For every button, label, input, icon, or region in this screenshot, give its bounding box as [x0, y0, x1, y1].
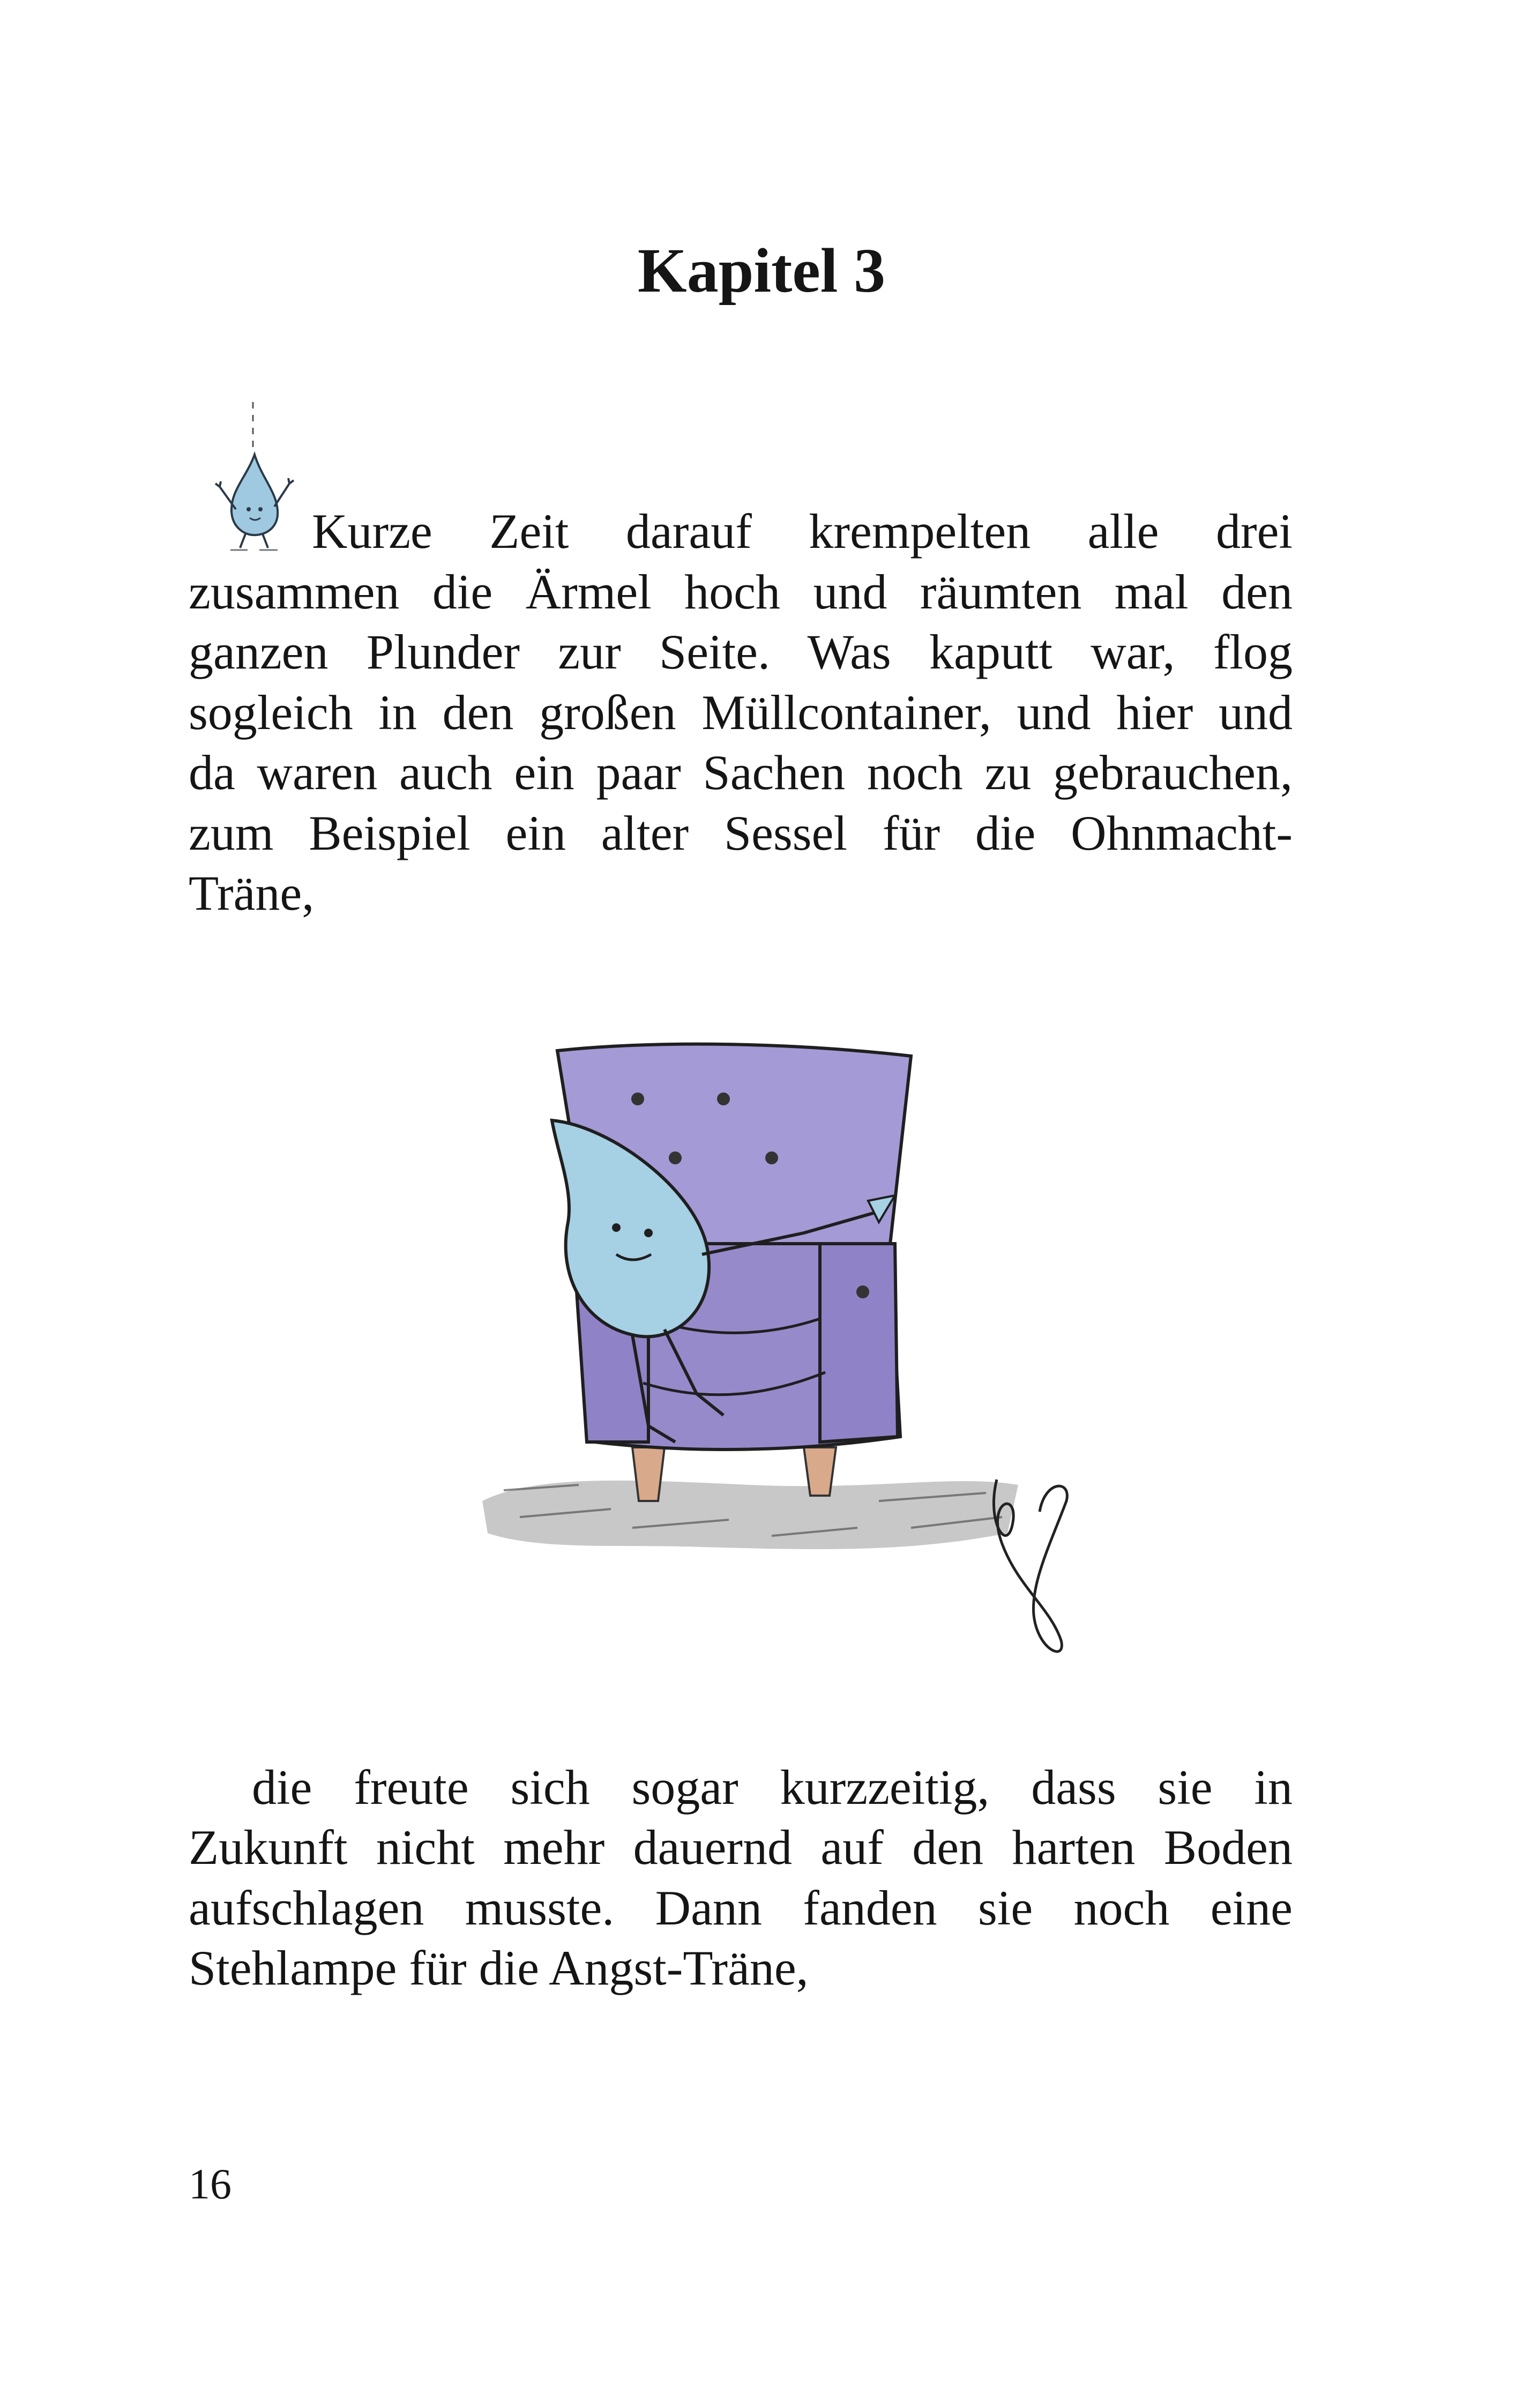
chapter-title: Kapitel 3: [637, 235, 886, 306]
text-line: da waren auch ein paar Sachen noch zu gebrauchen,: [189, 745, 1293, 800]
text-line: aufschlagen musste. Dann fanden sie noch eine: [189, 1881, 1293, 1935]
text-line: Träne,: [189, 866, 315, 920]
text-line: die freute sich sogar kurzzeitig, dass sie in: [252, 1760, 1293, 1815]
text-line: Kurze Zeit darauf krempelten alle drei: [312, 504, 1293, 559]
text-line: zum Beispiel ein alter Sessel für die Ohnmacht-: [189, 806, 1293, 860]
armchair-illustration: [472, 1019, 1125, 1694]
text-line: sogleich in den großen Müllcontainer, und hier und: [189, 685, 1293, 740]
text-line: ganzen Plunder zur Seite. Was kaputt war, flog: [189, 625, 1293, 679]
text-line: Stehlampe für die Angst-Träne,: [189, 1941, 809, 1995]
text-line: zusammen die Ärmel hoch und räumten mal den: [189, 564, 1293, 619]
text-line: Zukunft nicht mehr dauernd auf den harten Boden: [189, 1820, 1293, 1875]
page-number: 16: [189, 2161, 232, 2208]
teardrop-character-icon: [204, 397, 305, 552]
